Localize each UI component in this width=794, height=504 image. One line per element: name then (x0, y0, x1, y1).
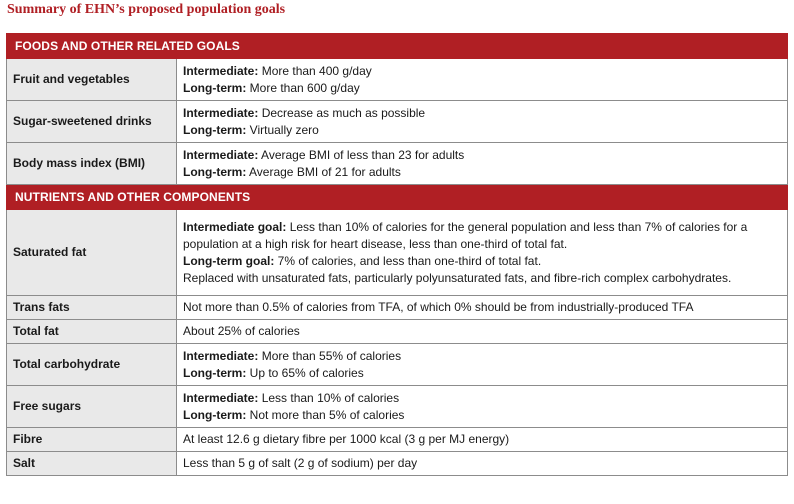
goal-text: Less than 10% of calories for the general population and less than 7% of calories for a population at a high risk for heart disease, less than one-third of total fat. (183, 219, 751, 251)
goal-term-label: Long-term: (183, 407, 247, 422)
goal-term-label: Intermediate goal: (183, 219, 287, 234)
description-line (183, 147, 781, 164)
row-description (177, 452, 788, 476)
table-row (7, 59, 788, 101)
row-label: Total carbohydrate (7, 344, 177, 386)
table-row (7, 296, 788, 320)
table-row (7, 143, 788, 185)
table-row (7, 452, 788, 476)
row-description (177, 428, 788, 452)
goal-text: Average BMI of 21 for adults (246, 164, 401, 179)
table-row (7, 320, 788, 344)
row-label: Sugar-sweetened drinks (7, 101, 177, 143)
goal-term-label: Intermediate: (183, 105, 259, 120)
goal-term-label: Intermediate: (183, 390, 259, 405)
row-description (177, 344, 788, 386)
row-label: Body mass index (BMI) (7, 143, 177, 185)
table-row (7, 101, 788, 143)
goal-term-label: Long-term: (183, 164, 247, 179)
description-line (183, 80, 781, 97)
goal-text: Up to 65% of calories (246, 365, 364, 380)
row-label: Total fat (7, 320, 177, 344)
goal-text: Virtually zero (246, 122, 319, 137)
description-line (183, 299, 781, 316)
goal-text: More than 600 g/day (246, 80, 360, 95)
description-line (183, 105, 781, 122)
description-line (183, 164, 781, 181)
goal-term-label: Intermediate: (183, 147, 259, 162)
goal-text: Replaced with unsaturated fats, particularly polyunsaturated fats, and fibre-rich complex carbohydrates. (183, 270, 732, 285)
row-label: Salt (7, 452, 177, 476)
goal-text: Less than 10% of calories (258, 390, 400, 405)
row-description (177, 320, 788, 344)
goal-text: Average BMI of less than 23 for adults (258, 147, 465, 162)
goal-text: Decrease as much as possible (258, 105, 426, 120)
goal-term-label: Intermediate: (183, 348, 259, 363)
goal-term-label: Long-term goal: (183, 253, 275, 268)
description-line (183, 253, 781, 270)
description-line (183, 348, 781, 365)
row-label: Trans fats (7, 296, 177, 320)
row-label: Fibre (7, 428, 177, 452)
row-label: Saturated fat (7, 210, 177, 296)
section-header (7, 34, 788, 59)
row-label: Free sugars (7, 386, 177, 428)
goal-text: Not more than 5% of calories (246, 407, 405, 422)
description-line (183, 63, 781, 80)
description-line (183, 455, 781, 472)
description-line (183, 122, 781, 139)
page-title: Summary of EHN’s proposed population goals (7, 2, 286, 17)
goal-term-label: Intermediate: (183, 63, 259, 78)
description-line (183, 407, 781, 424)
row-description (177, 210, 788, 296)
goal-text: At least 12.6 g dietary fibre per 1000 kcal (3 g per MJ energy) (183, 432, 510, 446)
goal-term-label: Long-term: (183, 365, 247, 380)
description-line (183, 219, 781, 253)
goal-text: More than 55% of calories (258, 348, 402, 363)
table-row (7, 344, 788, 386)
goal-text: More than 400 g/day (258, 63, 372, 78)
goal-term-label: Long-term: (183, 122, 247, 137)
row-description (177, 59, 788, 101)
description-line (183, 431, 781, 448)
row-description (177, 386, 788, 428)
goal-text: Less than 5 g of salt (2 g of sodium) per day (183, 456, 418, 470)
goal-text: 7% of calories, and less than one-third of total fat. (274, 253, 542, 268)
description-line (183, 390, 781, 407)
table-row (7, 210, 788, 296)
goal-text: Not more than 0.5% of calories from TFA, of which 0% should be from industrially-produced TFA (183, 300, 694, 314)
description-line (183, 365, 781, 382)
goals-table (6, 33, 788, 476)
row-description (177, 101, 788, 143)
section-header (7, 185, 788, 210)
row-description (177, 296, 788, 320)
description-line (183, 323, 781, 340)
section-heading: NUTRIENTS AND OTHER COMPONENTS (7, 185, 788, 210)
row-label: Fruit and vegetables (7, 59, 177, 101)
row-description (177, 143, 788, 185)
table-row (7, 386, 788, 428)
section-heading: FOODS AND OTHER RELATED GOALS (7, 34, 788, 59)
table-row (7, 428, 788, 452)
goal-term-label: Long-term: (183, 80, 247, 95)
description-line (183, 270, 781, 287)
goal-text: About 25% of calories (183, 324, 300, 338)
